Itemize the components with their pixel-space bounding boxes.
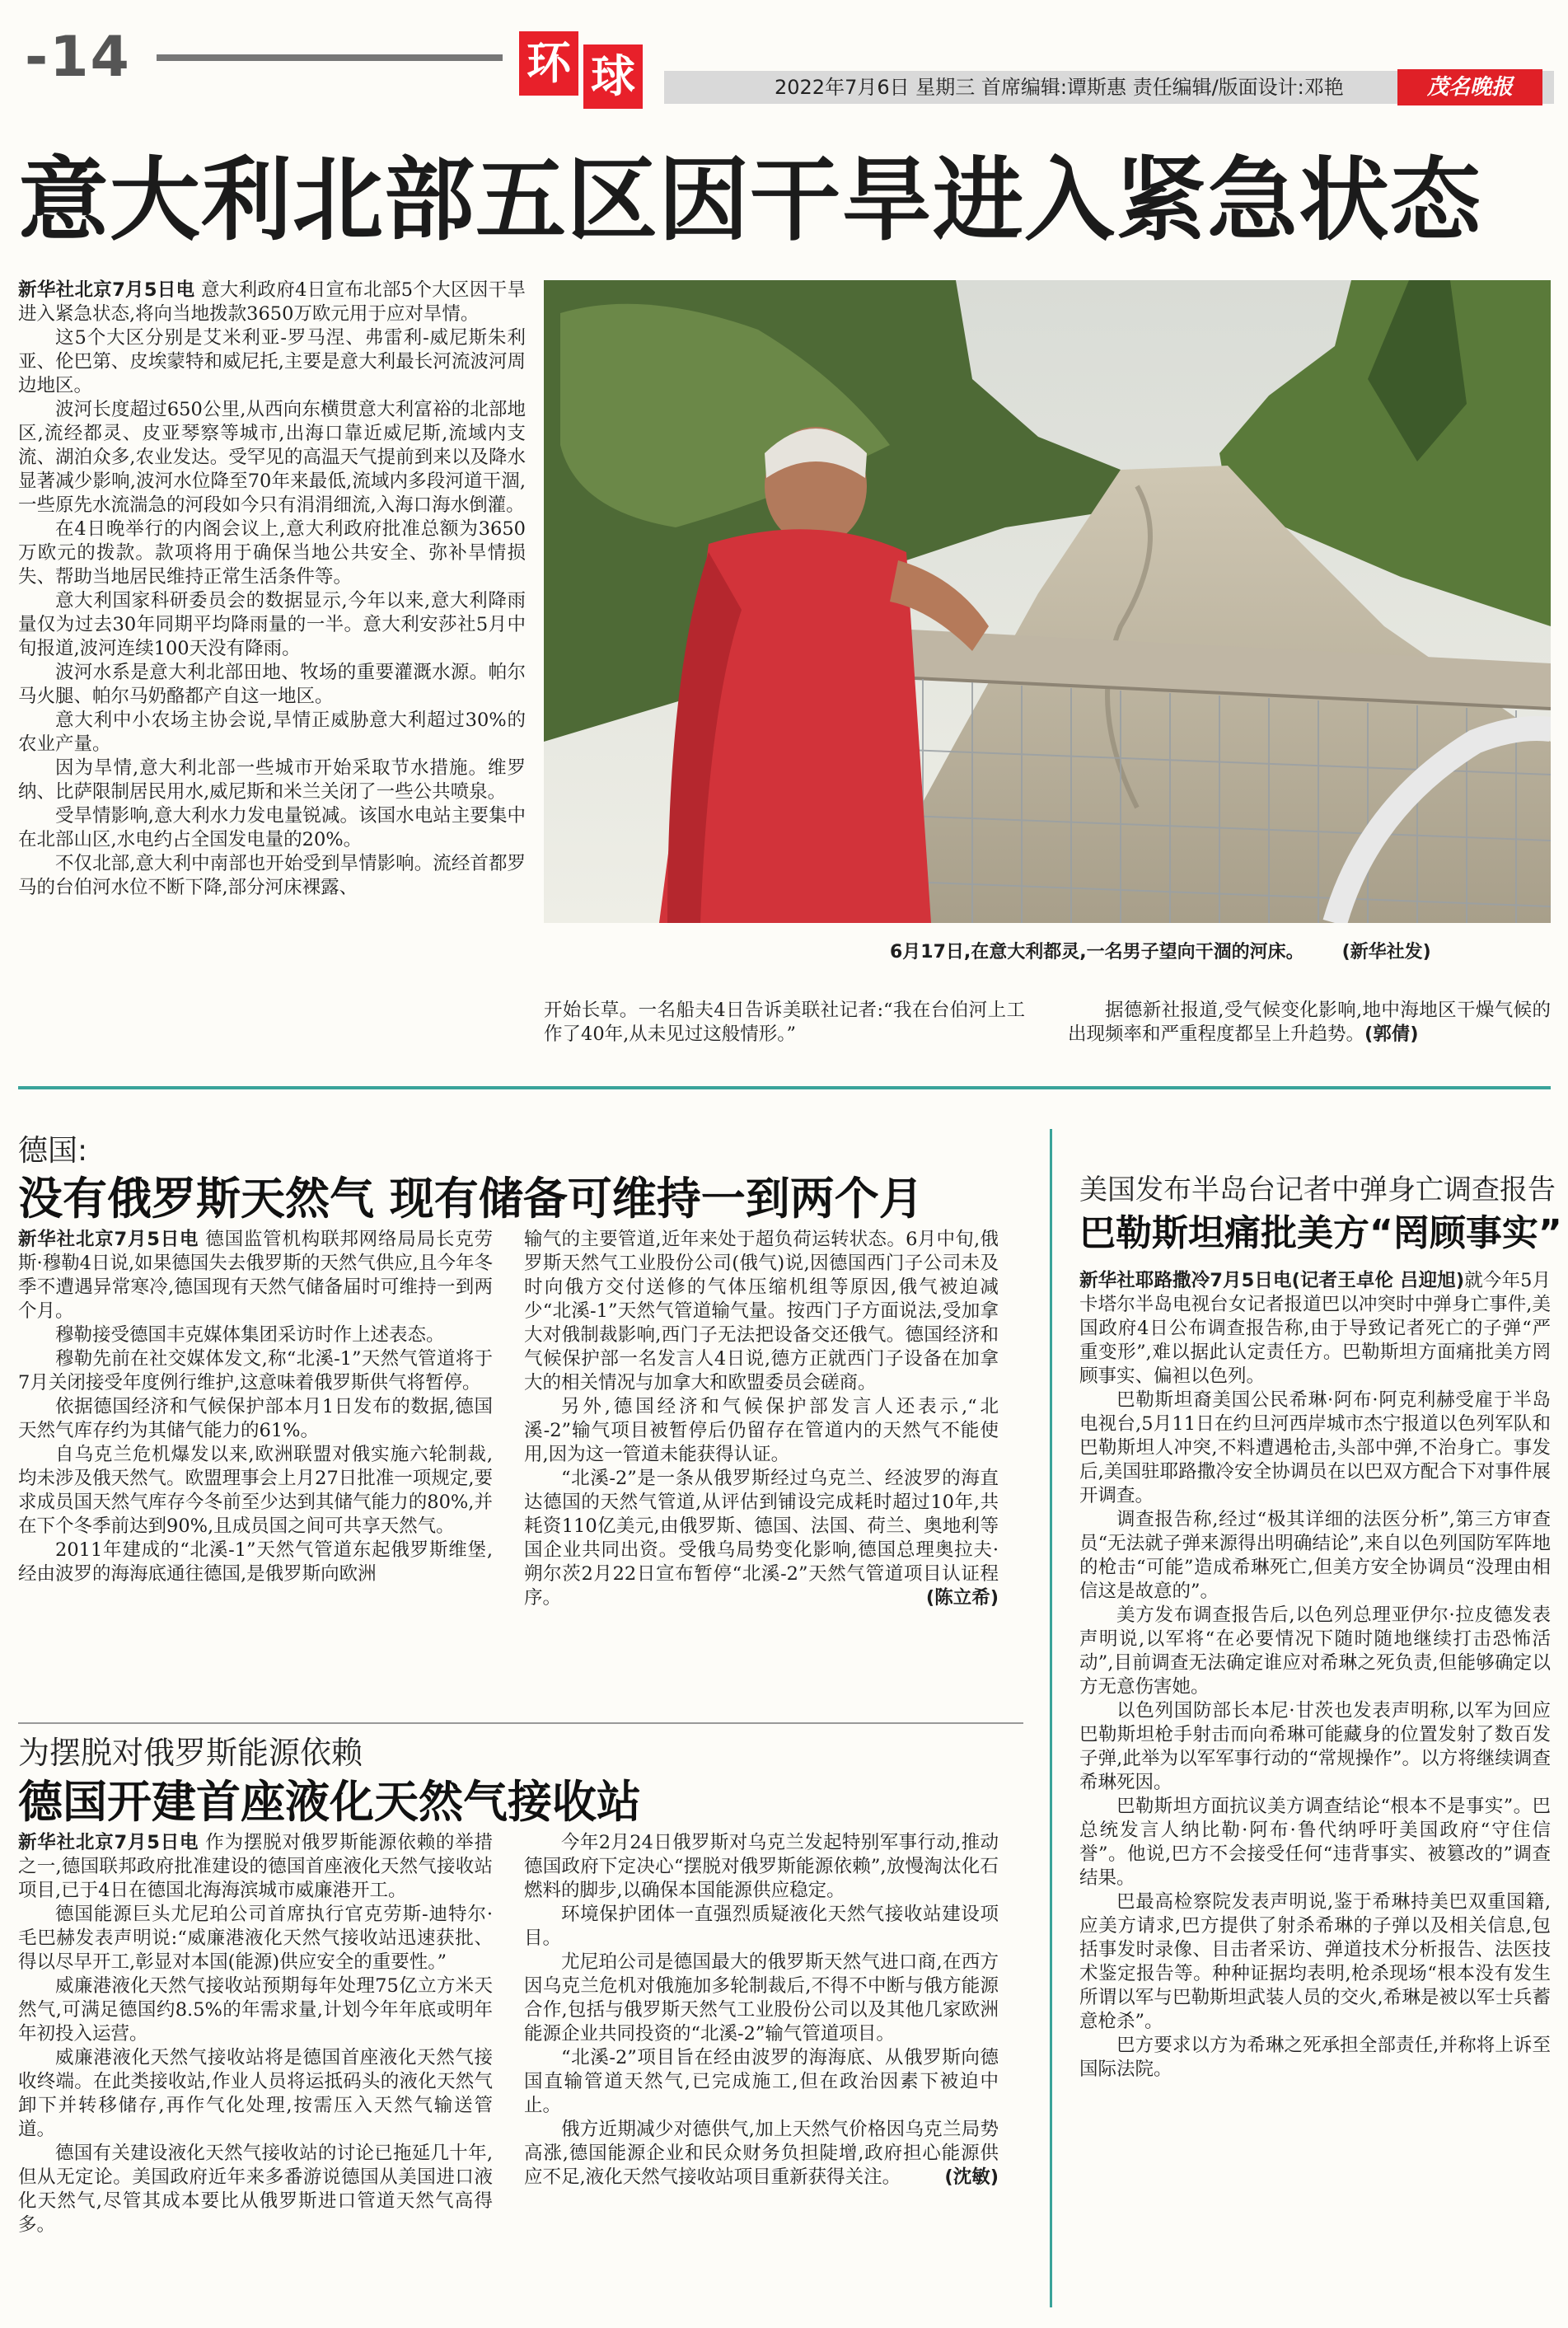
story2-kicker: 德国: (18, 1134, 88, 1168)
photo-caption: 6月17日,在意大利都灵,一名男子望向干涸的河床。 (新华社发) (890, 942, 1431, 963)
story4-para: 以色列国防部长本尼·甘茨也发表声明称,以军为回应巴勒斯坦枪手射击而向希琳可能藏身的位置发射了数百发子弹,此举为以军军事行动的“常规操作”。以方将继续调查希琳死因。 (1079, 1700, 1551, 1793)
story2-para: 依据德国经济和气候保护部本月1日发布的数据,德国天然气库存约为其储气能力的61%。 (18, 1396, 493, 1441)
story3-para: 德国有关建设液化天然气接收站的讨论已拖延几十年,但从无定论。美国政府近年来多番游说德国从美国进口液化天然气,尽管其成本要比从俄罗斯进口管道天然气高得多。 (18, 2143, 493, 2236)
story4-para: 巴最高检察院发表声明说,鉴于希琳持美巴双重国籍,应美方请求,巴方提供了射杀希琳的子弹以及相关信息,包括事发时录像、目击者采访、弹道技术分析报告、法医技术鉴定报告等。种种证据均表明,枪杀现场“根本没有发生所谓以军与巴勒斯坦武装人员的交火,希琳是被以军士兵蓄意枪杀”。 (1079, 1891, 1551, 2032)
story2-title: 没有俄罗斯天然气 现有储备可维持一到两个月 (18, 1173, 924, 1225)
byline: (沈敏) (944, 2166, 999, 2188)
story3-para: 新华社北京7月5日电 作为摆脱对俄罗斯能源依赖的举措之一,德国联邦政府批准建设的德国首座液化天然气接收站项目,已于4日在德国北海海滨城市威廉港开工。 (18, 1832, 493, 1901)
section-tag-char-2: 球 (583, 44, 643, 109)
story2-para: 新华社北京7月5日电 德国监管机构联邦网络局局长克劳斯·穆勒4日说,如果德国失去俄罗斯的天然气供应,且今年冬季不遭遇异常寒冷,德国现有天然气储备届时可维持一到两个月。 (18, 1229, 493, 1322)
main-story-para: 因为旱情,意大利北部一些城市开始采取节水措施。维罗纳、比萨限制居民用水,威尼斯和米兰关闭了一些公共喷泉。 (18, 757, 526, 803)
story2-para: 另外,德国经济和气候保护部发言人还表示,“北溪-2”输气项目被暂停后仍留存在管道内的天然气不能使用,因为这一管道未能获得认证。 (524, 1396, 999, 1465)
main-headline: 意大利北部五区因干旱进入紧急状态 (18, 148, 1481, 253)
drought-photo (544, 280, 1551, 923)
photo-credit: (新华社发) (1341, 942, 1431, 963)
story2-para: “北溪-2”是一条从俄罗斯经过乌克兰、经波罗的海直达德国的天然气管道,从评估到铺设完成耗时超过10年,共耗资110亿美元,由俄罗斯、德国、法国、荷兰、奥地利等国企业共同出资。受俄乌局势变化影响,德国总理奥拉夫·朔尔茨2月22日宣布暂停“北溪-2”天然气管道项目认证程序。 (陈立希) (524, 1468, 999, 1609)
column-divider (1050, 1129, 1052, 2307)
story3-title: 德国开建首座液化天然气接收站 (18, 1776, 641, 1828)
section-divider (18, 1086, 1551, 1089)
story4-para: 巴方要求以方为希琳之死承担全部责任,并称将上诉至国际法院。 (1079, 2035, 1551, 2080)
story3-para: 俄方近期减少对德供气,加上天然气价格因乌克兰局势高涨,德国能源企业和民众财务负担陡增,政府担心能源供应不足,液化天然气接收站项目重新获得关注。 (沈敏) (524, 2119, 999, 2188)
dateline: 新华社耶路撒冷7月5日电(记者王卓伦 吕迎旭) (1079, 1270, 1465, 1291)
story3-para: 德国能源巨头尤尼珀公司首席执行官克劳斯-迪特尔·毛巴赫发表声明说:“威廉港液化天然气接收站迅速获批、得以尽早开工,彰显对本国(能源)供应安全的重要性。” (18, 1904, 493, 1973)
story4-para: 巴勒斯坦裔美国公民希琳·阿布·阿克利赫受雇于半岛电视台,5月11日在约旦河西岸城市杰宁报道以色列军队和巴勒斯坦人冲突,不料遭遇枪击,头部中弹,不治身亡。事发后,美国驻耶路撒冷安全协调员在以巴双方配合下对事件展开调查。 (1079, 1389, 1551, 1506)
story-divider (18, 1722, 1023, 1724)
story4-para: 美方发布调查报告后,以色列总理亚伊尔·拉皮德发表声明说,以军将“在必要情况下随时随地继续打击恐怖活动”,目前调查无法确定谁应对希琳之死负责,但能够确定以方无意伤害她。 (1079, 1604, 1551, 1698)
header-rule (157, 54, 503, 61)
story3-para: “北溪-2”项目旨在经由波罗的海海底、从俄罗斯向德国直输管道天然气,已完成施工,但在政治因素下被迫中止。 (524, 2047, 999, 2116)
story2-para: 自乌克兰危机爆发以来,欧洲联盟对俄实施六轮制裁,均未涉及俄天然气。欧盟理事会上月27日批准一项规定,要求成员国天然气库存今冬前至少达到其储气能力的80%,并在下个冬季前达到90%,且成员国之间可共享天然气。 (18, 1444, 493, 1537)
main-story-para: 开始长草。一名船夫4日告诉美联社记者:“我在台伯河上工作了40年,从未见过这般情形。” (544, 1000, 1025, 1045)
main-story-para: 意大利国家科研委员会的数据显示,今年以来,意大利降雨量仅为过去30年同期平均降雨量的一半。意大利安莎社5月中旬报道,波河连续100天没有降雨。 (18, 590, 526, 659)
story3-para: 环境保护团体一直强烈质疑液化天然气接收站建设项目。 (524, 1904, 999, 1949)
story3-para: 威廉港液化天然气接收站将是德国首座液化天然气接收终端。在此类接收站,作业人员将运抵码头的液化天然气卸下并转移储存,再作气化处理,按需压入天然气输送管道。 (18, 2047, 493, 2140)
main-story-col3 (1068, 999, 1551, 1047)
story3-col1 (18, 1831, 493, 2237)
story2-para: 输气的主要管道,近年来处于超负荷运转状态。6月中旬,俄罗斯天然气工业股份公司(俄气)说,因德国西门子公司未及时向俄方交付送修的气体压缩机组等原因,俄气被迫减少“北溪-1”天然气管道输气量。按西门子方面说法,受加拿大对俄制裁影响,西门子无法把设备交还俄气。德国经济和气候保护部一名发言人4日说,德方正就西门子设备在加拿大的相关情况与加拿大和欧盟委员会磋商。 (524, 1229, 999, 1394)
story2-col2 (524, 1228, 999, 1610)
story4-para: 新华社耶路撒冷7月5日电(记者王卓伦 吕迎旭)就今年5月卡塔尔半岛电视台女记者报道巴以冲突时中弹身亡事件,美国政府4日公布调查报告称,由于导致记者死亡的子弹“严重变形”,难以据此认定责任方。巴勒斯坦方面痛批美方罔顾事实、偏袒以色列。 (1079, 1270, 1551, 1387)
main-story-para: 在4日晚举行的内阁会议上,意大利政府批准总额为3650万欧元的拨款。款项将用于确保当地公共安全、弥补旱情损失、帮助当地居民维持正常生活条件等。 (18, 518, 526, 588)
story3-kicker: 为摆脱对俄罗斯能源依赖 (18, 1735, 363, 1771)
main-story-para: 波河水系是意大利北部田地、牧场的重要灌溉水源。帕尔马火腿、帕尔马奶酪都产自这一地区。 (18, 662, 526, 707)
story4-col (1079, 1269, 1551, 2082)
section-tag-char-1: 环 (519, 31, 578, 96)
newspaper-logo: 茂名晚报 (1397, 69, 1542, 105)
story2-para: 穆勒先前在社交媒体发文,称“北溪-1”天然气管道将于7月关闭接受年度例行维护,这意味着俄罗斯供气将暂停。 (18, 1348, 493, 1394)
dateline: 新华社北京7月5日电 (18, 279, 195, 301)
byline: (陈立希) (925, 1587, 999, 1609)
dateline: 新华社北京7月5日电 (18, 1832, 199, 1853)
main-story-para: 据德新社报道,受气候变化影响,地中海地区干燥气候的出现频率和严重程度都呈上升趋势。(郭倩) (1068, 1000, 1551, 1045)
page-number: -14 (25, 25, 131, 90)
main-story-para: 意大利中小农场主协会说,旱情正威胁意大利超过30%的农业产量。 (18, 710, 526, 755)
story2-col1 (18, 1228, 493, 1586)
story2-para: 2011年建成的“北溪-1”天然气管道东起俄罗斯维堡,经由波罗的海海底通往德国,是俄罗斯向欧洲 (18, 1539, 493, 1585)
story3-col2 (524, 1831, 999, 2190)
main-story-para: 波河长度超过650公里,从西向东横贯意大利富裕的北部地区,流经都灵、皮亚琴察等城市,出海口靠近威尼斯,流域内支流、湖泊众多,农业发达。受罕见的高温天气提前到来以及降水显著减少影响,波河水位降至70年来最低,流域内多段河道干涸,一些原先水流湍急的河段如今只有涓涓细流,入海口海水倒灌。 (18, 399, 526, 516)
story3-para: 威廉港液化天然气接收站预期每年处理75亿立方米天然气,可满足德国约8.5%的年需求量,计划今年年底或明年年初投入运营。 (18, 1975, 493, 2045)
story4-para: 调查报告称,经过“极其详细的法医分析”,第三方审查员“无法就子弹来源得出明确结论”,来自以色列国防军阵地的枪击“可能”造成希琳死亡,但美方安全协调员“没理由相信这是故意的”。 (1079, 1509, 1551, 1602)
story3-para: 尤尼珀公司是德国最大的俄罗斯天然气进口商,在西方因乌克兰危机对俄施加多轮制裁后,不得不中断与俄方能源合作,包括与俄罗斯天然气工业股份公司以及其他几家欧洲能源企业共同投资的“北溪-2”输气管道项目。 (524, 1951, 999, 2045)
header-meta: 2022年7月6日 星期三 首席编辑:谭斯惠 责任编辑/版面设计:邓艳 (775, 76, 1344, 99)
main-story-col1 (18, 279, 526, 900)
dateline: 新华社北京7月5日电 (18, 1229, 199, 1250)
story4-para: 巴勒斯坦方面抗议美方调查结论“根本不是事实”。巴总统发言人纳比勒·阿布·鲁代纳呼吁美国政府“守住信誉”。他说,巴方不会接受任何“违背事实、被篡改的”调查结果。 (1079, 1796, 1551, 1889)
main-story-para: 受旱情影响,意大利水力发电量锐减。该国水电站主要集中在北部山区,水电约占全国发电量的20%。 (18, 805, 526, 850)
main-story-para: 新华社北京7月5日电 意大利政府4日宣布北部5个大区因干旱进入紧急状态,将向当地拨款3650万欧元用于应对旱情。 (18, 279, 527, 325)
main-story-col2 (544, 999, 1025, 1047)
story4-kicker: 美国发布半岛台记者中弹身亡调查报告 (1079, 1173, 1556, 1206)
story2-para: 穆勒接受德国丰克媒体集团采访时作上述表态。 (55, 1324, 445, 1346)
main-story-para: 不仅北部,意大利中南部也开始受到旱情影响。流经首都罗马的台伯河水位不断下降,部分河床裸露、 (18, 853, 526, 898)
byline: (郭倩) (1364, 1023, 1419, 1045)
story3-para: 今年2月24日俄罗斯对乌克兰发起特别军事行动,推动德国政府下定决心“摆脱对俄罗斯能源依赖”,放慢淘汰化石燃料的脚步,以确保本国能源供应稳定。 (524, 1832, 999, 1901)
story4-title: 巴勒斯坦痛批美方“罔顾事实” (1079, 1212, 1562, 1254)
main-story-para: 这5个大区分别是艾米利亚-罗马涅、弗雷利-威尼斯朱利亚、伦巴第、皮埃蒙特和威尼托,主要是意大利最长河流波河周边地区。 (18, 327, 526, 396)
